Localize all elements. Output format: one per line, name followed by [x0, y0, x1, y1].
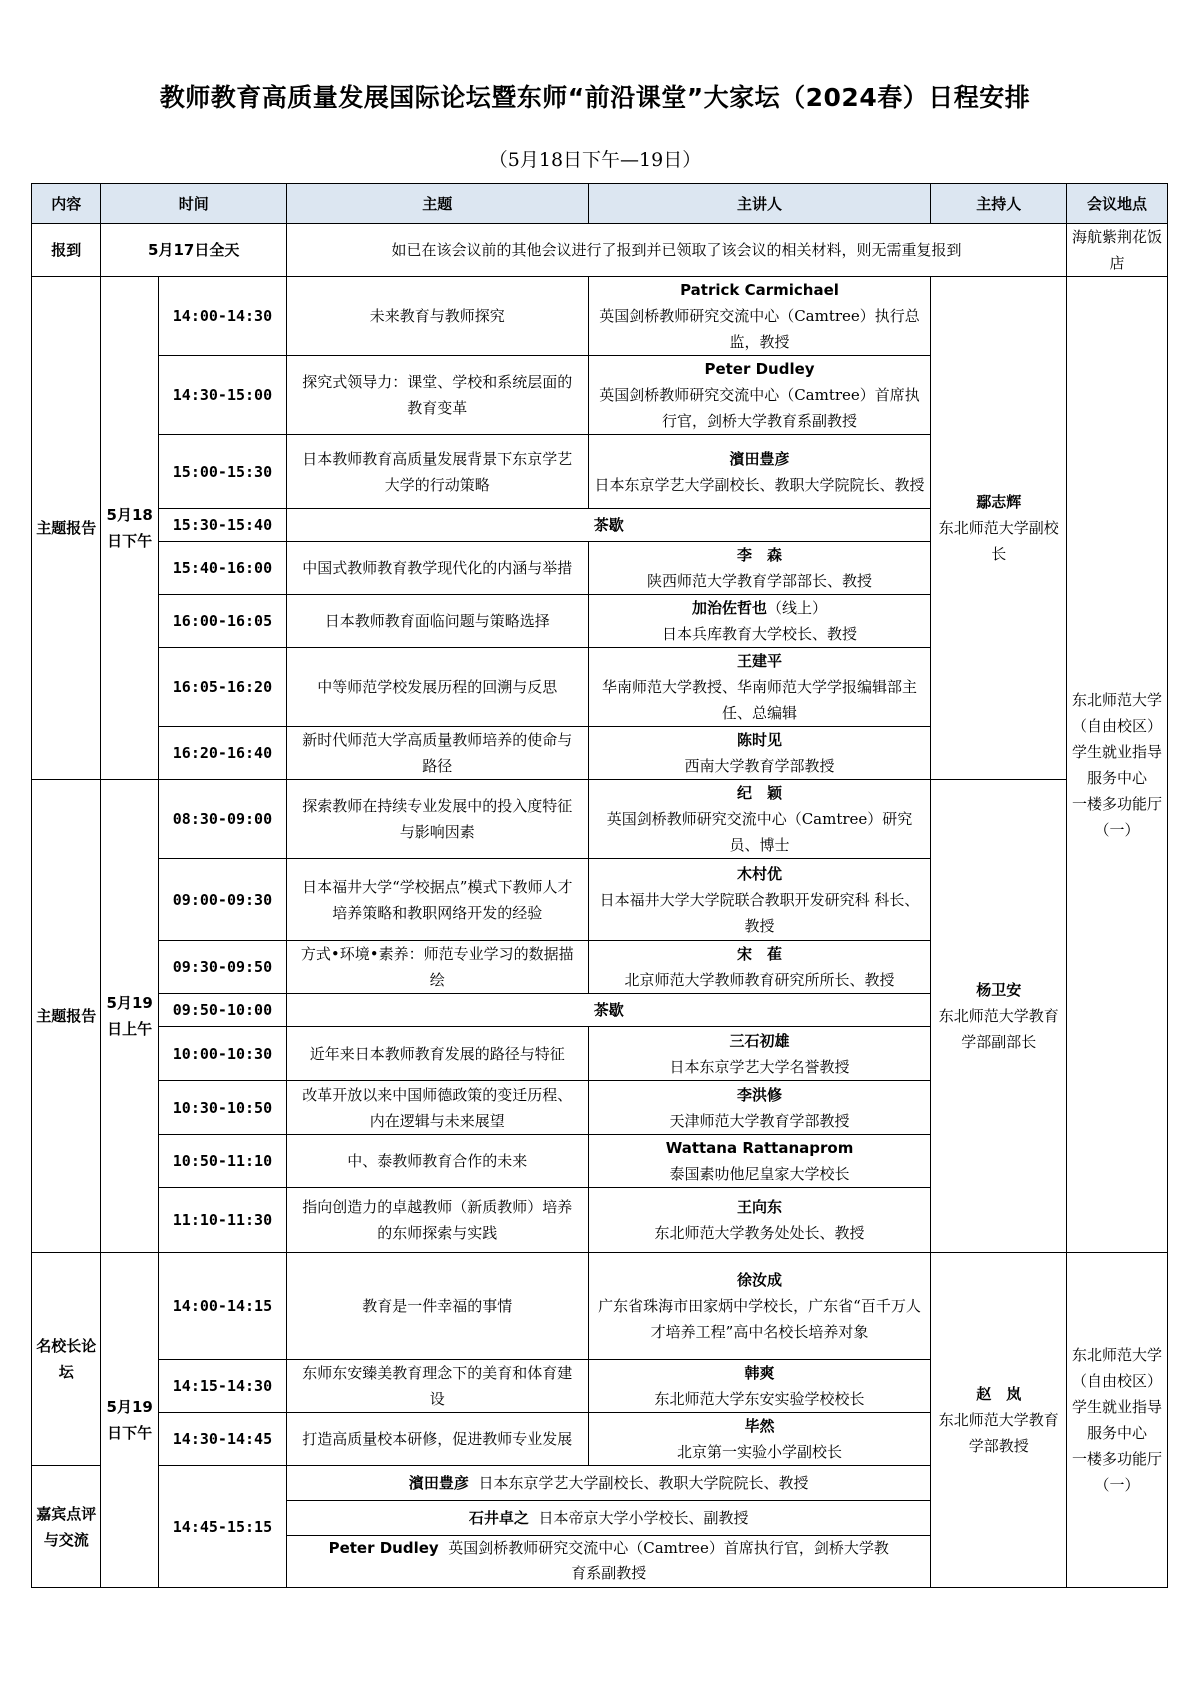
speaker-cell — [588, 1360, 931, 1413]
speaker-info: 英国剑桥教师研究交流中心（Camtree）研究员、博士 — [606, 810, 913, 854]
host-title: 东北师范大学教育学部教授 — [938, 1411, 1059, 1455]
time-cell: 10:00-10:30 — [158, 1027, 286, 1081]
speaker-name: 木村优 — [737, 864, 783, 883]
guest-info: 日本东京学艺大学副校长、教职大学院院长、教授 — [478, 1474, 809, 1492]
speaker-info: 日本东京学艺大学名誉教授 — [669, 1057, 850, 1076]
speaker-info: 广东省珠海市田家炳中学校长，广东省“百千万人才培养工程”高中名校长培养对象 — [598, 1297, 921, 1341]
time-cell: 16:00-16:05 — [158, 595, 286, 648]
topic-cell: 中等师范学校发展历程的回溯与反思 — [286, 648, 588, 727]
block3-date: 5月19日下午 — [101, 1253, 159, 1588]
speaker-info: 陕西师范大学教育学部部长、教授 — [647, 572, 873, 590]
registration-note: 如已在该会议前的其他会议进行了报到并已领取了该会议的相关材料，则无需重复报到 — [286, 224, 1066, 277]
speaker-cell — [588, 435, 931, 509]
speaker-cell — [588, 277, 931, 356]
guest-name: 濱田豊彦 — [408, 1474, 469, 1492]
guest-info: 英国剑桥教师研究交流中心（Camtree）首席执行官，剑桥大学教育系副教授 — [448, 1539, 889, 1582]
speaker-info: 英国剑桥教师研究交流中心（Camtree）执行总监，教授 — [599, 307, 920, 351]
host-name: 鄢志辉 — [976, 493, 1022, 511]
speaker-info: 英国剑桥教师研究交流中心（Camtree）首席执行官，剑桥大学教育系副教授 — [599, 386, 920, 430]
speaker-name: 韩爽 — [744, 1364, 775, 1382]
topic-cell: 日本福井大学“学校据点”模式下教师人才培养策略和教职网络开发的经验 — [286, 859, 588, 941]
header-speaker: 主讲人 — [588, 184, 931, 224]
speaker-info: 华南师范大学教授、华南师范大学学报编辑部主任、总编辑 — [602, 678, 918, 722]
page-subtitle: （5月18日下午—19日） — [488, 149, 702, 171]
block2-date: 5月19日上午 — [101, 780, 159, 1253]
topic-cell: 打造高质量校本研修，促进教师专业发展 — [286, 1413, 588, 1466]
speaker-cell — [588, 648, 931, 727]
block1-host — [931, 277, 1067, 780]
speaker-name: 李 森 — [737, 546, 783, 564]
registration-label: 报到 — [32, 224, 101, 277]
topic-cell: 中国式教师教育教学现代化的内涵与举措 — [286, 542, 588, 595]
venue-line: 学生就业指导服务中心 — [1072, 1398, 1163, 1442]
speaker-info: 日本东京学艺大学副校长、教职大学院院长、教授 — [594, 475, 925, 494]
guest-name: 石井卓之 — [468, 1509, 529, 1527]
main-venue — [1067, 277, 1168, 1253]
speaker-name: 徐汝成 — [737, 1271, 783, 1289]
speaker-cell — [588, 1027, 931, 1081]
venue-line: （自由校区） — [1072, 1372, 1163, 1390]
speaker-name: Wattana Rattanaprom — [665, 1139, 854, 1157]
block3-host — [931, 1253, 1067, 1588]
speaker-name-text: 加治佐哲也 — [692, 599, 768, 617]
time-cell: 11:10-11:30 — [158, 1188, 286, 1253]
speaker-cell — [588, 780, 931, 859]
speaker-name: 王建平 — [737, 652, 783, 670]
speaker-name: Peter Dudley — [704, 360, 815, 378]
header-host: 主持人 — [931, 184, 1067, 224]
registration-venue: 海航紫荆花饭店 — [1067, 224, 1168, 277]
time-cell: 15:00-15:30 — [158, 435, 286, 509]
time-cell: 09:50-10:00 — [158, 994, 286, 1027]
speaker-cell — [588, 859, 931, 941]
time-cell: 16:05-16:20 — [158, 648, 286, 727]
topic-cell: 近年来日本教师教育发展的路径与特征 — [286, 1027, 588, 1081]
venue-line: 学生就业指导服务中心 — [1072, 742, 1163, 787]
speaker-cell — [588, 595, 931, 648]
online-note: （线上） — [767, 599, 828, 617]
table-row — [32, 277, 1168, 356]
speaker-info: 北京师范大学教师教育研究所所长、教授 — [624, 971, 895, 989]
time-cell: 14:45-15:15 — [158, 1466, 286, 1588]
speaker-name: 纪 颖 — [737, 784, 783, 802]
time-cell: 14:30-15:00 — [158, 356, 286, 435]
speaker-name: 宋 萑 — [737, 945, 783, 963]
speaker-name: 李洪修 — [737, 1085, 783, 1104]
block3-category2: 嘉宾点评与交流 — [32, 1466, 101, 1588]
guest-entry — [287, 1501, 930, 1536]
speaker-cell — [588, 542, 931, 595]
guest-entry — [287, 1536, 930, 1587]
topic-cell: 改革开放以来中国师德政策的变迁历程、内在逻辑与未来展望 — [286, 1081, 588, 1135]
speaker-name — [593, 595, 927, 621]
time-cell: 15:30-15:40 — [158, 509, 286, 542]
topic-cell: 方式•环境•素养：师范专业学习的数据描绘 — [286, 941, 588, 994]
speaker-info: 东北师范大学东安实验学校校长 — [654, 1390, 865, 1408]
topic-cell: 探索教师在持续专业发展中的投入度特征与影响因素 — [286, 780, 588, 859]
guest-name: Peter Dudley — [328, 1539, 439, 1557]
time-cell: 10:50-11:10 — [158, 1135, 286, 1188]
speaker-cell — [588, 941, 931, 994]
speaker-info: 北京第一实验小学副校长 — [677, 1443, 843, 1461]
speaker-name: 王向东 — [737, 1198, 783, 1216]
time-cell: 14:30-14:45 — [158, 1413, 286, 1466]
topic-cell: 探究式领导力：课堂、学校和系统层面的教育变革 — [286, 356, 588, 435]
speaker-cell — [588, 1135, 931, 1188]
header-venue: 会议地点 — [1067, 184, 1168, 224]
block3-category: 名校长论坛 — [32, 1253, 101, 1466]
venue-line: 一楼多功能厅（一） — [1072, 794, 1163, 839]
topic-cell: 教育是一件幸福的事情 — [286, 1253, 588, 1360]
time-cell: 14:00-14:15 — [158, 1253, 286, 1360]
break-label: 茶歇 — [286, 994, 930, 1027]
speaker-cell — [588, 1081, 931, 1135]
topic-cell: 新时代师范大学高质量教师培养的使命与路径 — [286, 727, 588, 780]
speaker-name: Patrick Carmichael — [680, 281, 839, 299]
speaker-cell — [588, 1413, 931, 1466]
break-label: 茶歇 — [286, 509, 930, 542]
guest-info: 日本帝京大学小学校长、副教授 — [538, 1509, 749, 1527]
host-name: 赵 岚 — [976, 1385, 1022, 1403]
topic-cell: 东师东安臻美教育理念下的美育和体育建设 — [286, 1360, 588, 1413]
venue-line: 东北师范大学 — [1072, 690, 1163, 709]
topic-cell: 日本教师教育面临问题与策略选择 — [286, 595, 588, 648]
speaker-cell — [588, 356, 931, 435]
speaker-name: 毕然 — [744, 1417, 775, 1435]
registration-date: 5月17日全天 — [101, 224, 287, 277]
header-topic: 主题 — [286, 184, 588, 224]
topic-cell: 指向创造力的卓越教师（新质教师）培养的东师探索与实践 — [286, 1188, 588, 1253]
venue-line: （自由校区） — [1072, 716, 1163, 735]
header-time: 时间 — [101, 184, 287, 224]
table-row — [32, 780, 1168, 859]
host-title: 东北师范大学副校长 — [938, 519, 1059, 563]
topic-cell: 未来教育与教师探究 — [286, 277, 588, 356]
guest-cell — [286, 1466, 930, 1588]
speaker-name: 濱田豊彦 — [729, 449, 790, 468]
block1-category: 主题报告 — [32, 277, 101, 780]
page-title: 教师教育高质量发展国际论坛暨东师“前沿课堂”大家坛（2024春）日程安排 — [159, 83, 1031, 112]
speaker-info: 东北师范大学教务处处长、教授 — [654, 1224, 865, 1242]
time-cell: 16:20-16:40 — [158, 727, 286, 780]
speaker-info: 西南大学教育学部教授 — [684, 757, 835, 775]
venue-line: 一楼多功能厅（一） — [1072, 1450, 1163, 1494]
time-cell: 09:30-09:50 — [158, 941, 286, 994]
speaker-info: 天津师范大学教育学部教授 — [669, 1111, 850, 1130]
block2-host — [931, 780, 1067, 1253]
topic-cell: 中、泰教师教育合作的未来 — [286, 1135, 588, 1188]
speaker-name: 陈时见 — [737, 731, 783, 749]
speaker-name: 三石初雄 — [729, 1031, 790, 1050]
time-cell: 08:30-09:00 — [158, 780, 286, 859]
speaker-info: 日本兵库教育大学校长、教授 — [662, 625, 858, 643]
schedule-table — [31, 183, 1168, 1588]
topic-cell: 日本教师教育高质量发展背景下东京学艺大学的行动策略 — [286, 435, 588, 509]
time-cell: 15:40-16:00 — [158, 542, 286, 595]
table-header-row — [32, 184, 1168, 224]
forum-venue — [1067, 1253, 1168, 1588]
block1-date: 5月18日下午 — [101, 277, 159, 780]
host-name: 杨卫安 — [976, 981, 1022, 999]
block2-category: 主题报告 — [32, 780, 101, 1253]
speaker-cell — [588, 1253, 931, 1360]
table-row — [32, 1253, 1168, 1360]
guest-entry — [287, 1466, 930, 1501]
time-cell: 10:30-10:50 — [158, 1081, 286, 1135]
venue-line: 东北师范大学 — [1072, 1346, 1163, 1364]
host-title: 东北师范大学教育学部副部长 — [938, 1007, 1059, 1051]
speaker-cell — [588, 727, 931, 780]
registration-row — [32, 224, 1168, 277]
speaker-info: 泰国素叻他尼皇家大学校长 — [669, 1165, 850, 1183]
time-cell: 14:00-14:30 — [158, 277, 286, 356]
time-cell: 14:15-14:30 — [158, 1360, 286, 1413]
speaker-cell — [588, 1188, 931, 1253]
speaker-info: 日本福井大学大学院联合教职开发研究科 科长、教授 — [599, 890, 920, 935]
header-content: 内容 — [32, 184, 101, 224]
time-cell: 09:00-09:30 — [158, 859, 286, 941]
